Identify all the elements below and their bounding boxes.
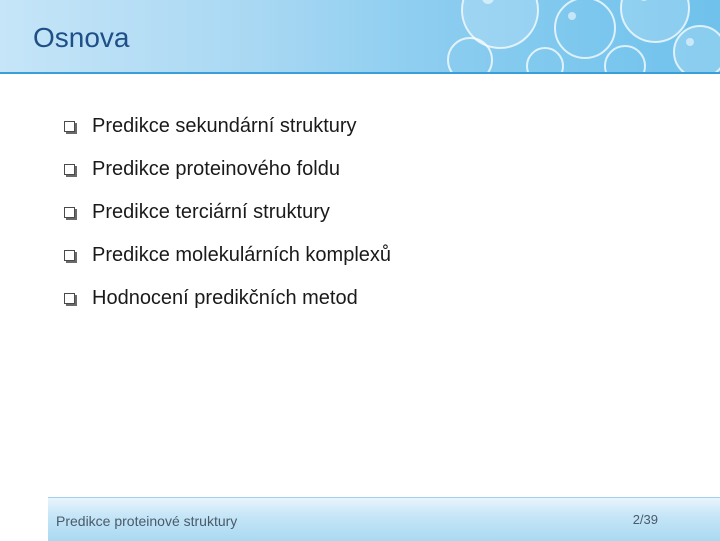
- page-number: 2/39: [632, 512, 658, 527]
- checkbox-bullet-icon: [64, 164, 75, 175]
- checkbox-bullet-icon: [64, 250, 75, 261]
- checkbox-bullet-icon: [64, 293, 75, 304]
- list-item-label: Hodnocení predikčních metod: [92, 286, 358, 309]
- list-item-label: Predikce sekundární struktury: [92, 114, 357, 137]
- list-item-label: Predikce terciární struktury: [92, 200, 330, 223]
- checkbox-bullet-icon: [64, 121, 75, 132]
- list-item: [64, 240, 391, 270]
- footer-title: Predikce proteinové struktury: [56, 513, 238, 529]
- list-item-label: Predikce molekulárních komplexů: [92, 243, 392, 266]
- slide-title: Osnova: [33, 22, 130, 53]
- list-item: [64, 197, 330, 227]
- list-item: [64, 154, 340, 184]
- checkbox-bullet-icon: [64, 207, 75, 218]
- list-item-label: Predikce proteinového foldu: [92, 157, 340, 180]
- slide-footer: [48, 497, 720, 541]
- list-item: [64, 111, 357, 141]
- list-item: [64, 283, 358, 313]
